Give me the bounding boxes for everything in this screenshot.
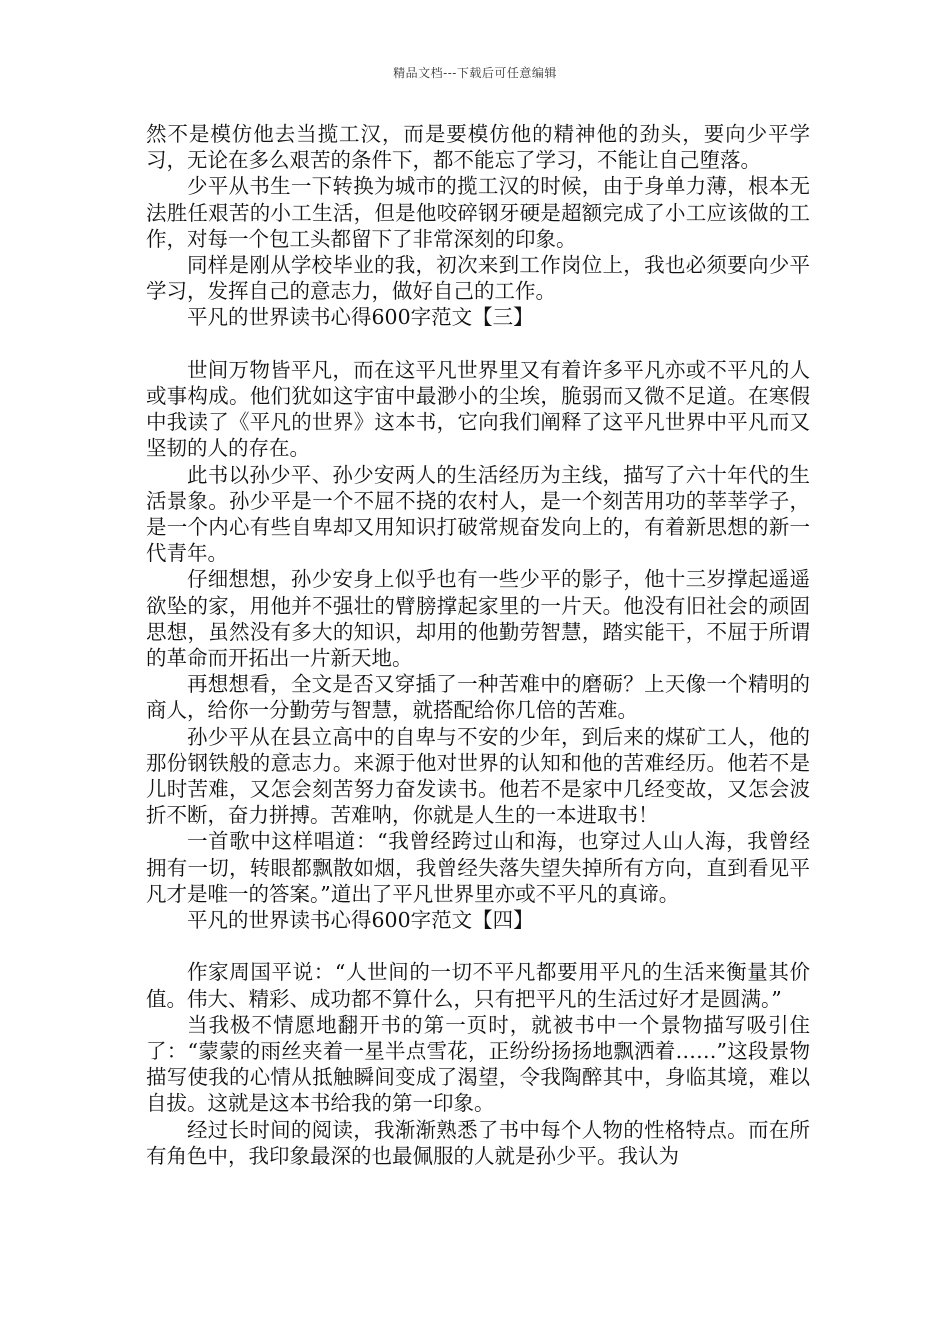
paragraph: 一首歌中这样唱道：“我曾经跨过山和海，也穿过人山人海，我曾经拥有一切，转眼都飘散如烟，我曾经失落失望失掉所有方向，直到看见平凡才是唯一的答案。”道出了平凡世界里亦或不平凡的真谛。 — [146, 829, 810, 906]
page-header: 精品文档---下载后可任意编辑 — [393, 66, 557, 80]
paragraph: 世间万物皆平凡，而在这平凡世界里又有着许多平凡亦或不平凡的人或事构成。他们犹如这宇宙中最渺小的尘埃，脆弱而又微不足道。在寒假中我读了《平凡的世界》这本书，它向我们阐释了这平凡世界中平凡而又坚韧的人的存在。 — [146, 357, 810, 461]
paragraph: 经过长时间的阅读，我渐渐熟悉了书中每个人物的性格特点。而在所有角色中，我印象最深的也最佩服的人就是孙少平。我认为 — [146, 1117, 810, 1168]
document-body — [146, 121, 810, 1169]
blank-line — [146, 933, 810, 959]
section-heading: 平凡的世界读书心得600字范文【四】 — [187, 908, 534, 933]
paragraph: 少平从书生一下转换为城市的揽工汉的时候，由于身单力薄，根本无法胜任艰苦的小工生活，但是他咬碎钢牙硬是超额完成了小工应该做的工作，对每一个包工头都留下了非常深刻的印象。 — [146, 174, 810, 251]
paragraph: 当我极不情愿地翻开书的第一页时，就被书中一个景物描写吸引住了：“蒙蒙的雨丝夹着一星半点雪花，正纷纷扬扬地飘洒着……”这段景物描写使我的心情从抵触瞬间变成了渴望，令我陶醉其中，身临其境，难以自拔。这就是这本书给我的第一印象。 — [146, 1012, 810, 1116]
paragraph: 作家周国平说：“人世间的一切不平凡都要用平凡的生活来衡量其价值。伟大、精彩、成功都不算什么，只有把平凡的生活过好才是圆满。” — [146, 960, 810, 1011]
paragraph: 再想想看，全文是否又穿插了一种苦难中的磨砺？上天像一个精明的商人，给你一分勤劳与智慧，就搭配给你几倍的苦难。 — [146, 672, 810, 723]
paragraph: 然不是模仿他去当揽工汉，而是要模仿他的精神他的劲头，要向少平学习，无论在多么艰苦的条件下，都不能忘了学习，不能让自己堕落。 — [146, 122, 810, 173]
paragraph: 孙少平从在县立高中的自卑与不安的少年，到后来的煤矿工人，他的那份钢铁般的意志力。来源于他对世界的认知和他的苦难经历。他若不是儿时苦难，又怎会刻苦努力奋发读书。他若不是家中几经变故，又怎会波折不断，奋力拼搏。苦难呐，你就是人生的一本进取书！ — [146, 724, 810, 828]
paragraph: 仔细想想，孙少安身上似乎也有一些少平的影子，他十三岁撑起遥遥欲坠的家，用他并不强壮的臂膀撑起家里的一片天。他没有旧社会的顽固思想，虽然没有多大的知识，却用的他勤劳智慧，踏实能干，不屈于所谓的革命而开拓出一片新天地。 — [146, 567, 810, 671]
paragraph: 同样是刚从学校毕业的我，初次来到工作岗位上，我也必须要向少平学习，发挥自己的意志力，做好自己的工作。 — [146, 253, 810, 304]
blank-line — [146, 331, 810, 357]
section-heading: 平凡的世界读书心得600字范文【三】 — [187, 305, 534, 330]
paragraph: 此书以孙少平、孙少安两人的生活经历为主线，描写了六十年代的生活景象。孙少平是一个不屈不挠的农村人，是一个刻苦用功的莘莘学子，是一个内心有些自卑却又用知识打破常规奋发向上的，有着新思想的新一代青年。 — [146, 462, 810, 566]
